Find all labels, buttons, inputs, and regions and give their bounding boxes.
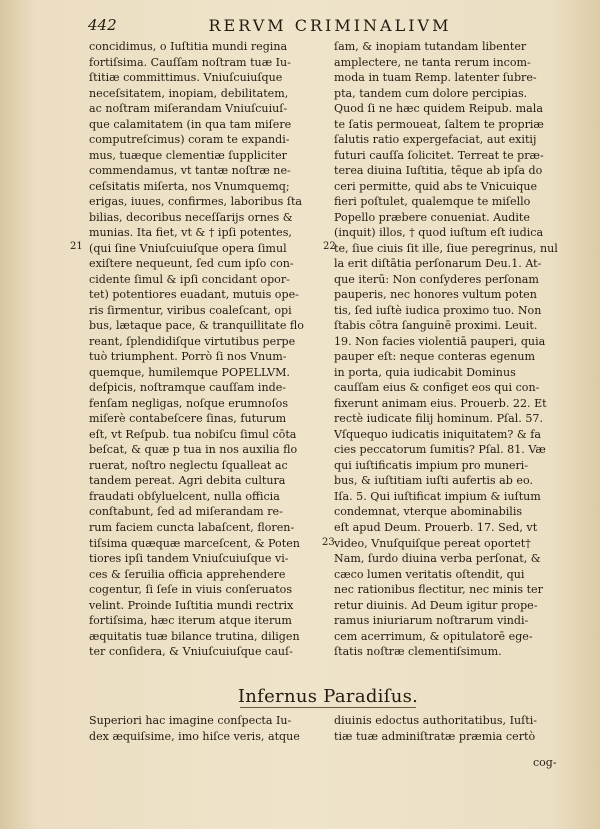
margin-note: 21 — [70, 241, 83, 252]
text-line: tiæ tuæ adminiſtratæ præmia certò — [334, 729, 536, 743]
text-line: retur diuinis. Ad Deum igitur prope- — [334, 598, 538, 612]
text-line: tandem pereat. Agri debita cultura — [89, 474, 286, 488]
text-line: beſcat, & quæ p tua in nos auxilia flo — [89, 443, 298, 457]
text-line: que iterū: Non conſyderes perſonam — [334, 272, 539, 286]
text-line: condemnat, vterque abominabilis — [334, 505, 523, 519]
text-line: la erit diſtātia perſonarum Deu.1. At- — [334, 257, 542, 271]
text-line: ramus iniuriarum noſtrarum vindi- — [334, 614, 529, 628]
text-line: bilias, decoribus neceſſarijs ornes & — [89, 210, 293, 224]
text-line: Popello præbere conueniat. Audite — [334, 210, 530, 224]
text-line: video, Vnuſquiſque pereat oportet† — [334, 536, 531, 550]
text-line: æquitatis tuæ bilance trutina, diligen — [89, 629, 300, 643]
text-line: dex æquiſsime, imo hiſce veris, atque — [89, 729, 300, 743]
text-line: eſt, vt Reſpub. tua nobiſcu ſimul cōta — [89, 427, 297, 441]
margin-note: 23 — [322, 537, 335, 548]
text-line: quemque, humilemque POPELLVM. — [89, 365, 290, 379]
text-line: terea diuina Iuſtitia, tēque ab ipſa do — [334, 164, 543, 178]
text-line: pauperis, nec honores vultum poten — [334, 288, 537, 302]
text-line: erigas, iuues, confirmes, laboribus ſta — [89, 195, 303, 209]
text-line: Iſa. 5. Qui iuſtificat impium & iuſtum — [334, 489, 541, 503]
catchword: cog- — [533, 756, 557, 769]
text-line: fenſam negligas, noſque erumnoſos — [89, 396, 289, 410]
text-line: ſtabis cōtra ſanguinē proximi. Leuit. — [334, 319, 538, 333]
text-line: Vſquequo iudicatis iniquitatem? & fa — [334, 427, 542, 441]
text-line: munias. Ita fiet, vt & † ipſi potentes, — [89, 226, 292, 240]
text-column-left — [89, 39, 325, 660]
text-line: fortiſsima. Cauſſam noſtram tuæ Iu- — [89, 55, 291, 69]
text-line: ces & ſeruilia officia apprehendere — [89, 567, 286, 581]
section-title: Infernus Paradiſus. — [237, 686, 419, 707]
text-line: nec rationibus flectitur, nec minis ter — [334, 583, 543, 597]
text-line: miſerè contabeſcere ſinas, futurum — [89, 412, 287, 426]
text-line: cies peccatorum ſumitis? Pſal. 81. Væ — [334, 443, 546, 457]
text-line: bus, lætaque pace, & tranquillitate flo — [89, 319, 304, 333]
text-line: ris ſirmentur, viribus coaleſcant, opi — [89, 303, 292, 317]
text-line: computreſcimus) coram te expandi- — [89, 133, 290, 147]
text-line: in porta, quia iudicabit Dominus — [334, 365, 516, 379]
running-head: RERVM CRIMINALIVM — [208, 16, 452, 35]
text-line: ter conſidera, & Vniuſcuiuſque cauſ- — [89, 645, 293, 659]
text-line: reant, ſplendidiſque virtutibus perpe — [89, 334, 296, 348]
text-line: ſalutis ratio expergefaciat, aut exitij — [334, 133, 537, 147]
text-line: velint. Proinde Iuſtitia mundi rectrix — [89, 598, 294, 612]
text-line: tiſsima quæquæ marceſcent, & Poten — [89, 536, 300, 550]
text-line: fortiſsima, hæc iterum atque iterum — [89, 614, 292, 628]
text-line: 19. Non facies violentiā pauperi, quia — [334, 334, 546, 348]
text-line: (inquit) illos, † quod iuſtum eſt iudica — [334, 226, 544, 240]
text-line: pauper eſt: neque conteras egenum — [334, 350, 536, 364]
text-line: mus, tuæque clementiæ ſuppliciter — [89, 148, 287, 162]
text-line: rum faciem cuncta labaſcent, floren- — [89, 520, 295, 534]
text-line: Superiori hac imagine conſpecta Iu- — [89, 714, 292, 727]
text-line: fixerunt animam eius. Prouerb. 22. Et — [334, 396, 547, 410]
text-line: conſtabunt, ſed ad miſerandam re- — [89, 505, 283, 519]
text-line: tis, ſed iuſtè iudica proximo tuo. Non — [334, 303, 542, 317]
text-line: cidente ſimul & ipſi concidant opor- — [89, 272, 290, 286]
text-line: cauſſam eius & configet eos qui con- — [334, 381, 540, 395]
text-line: bus, & iuſtitiam iuſti aufertis ab eo. — [334, 474, 533, 488]
page-header — [88, 14, 528, 40]
text-line: commendamus, vt tantæ noſtræ ne- — [89, 164, 291, 178]
bottom-text-left — [89, 713, 325, 744]
text-line: ceri permitte, quid abs te Vnicuique — [334, 179, 538, 193]
text-line: cem acerrimum, & opitulatorē ege- — [334, 629, 533, 643]
margin-note: 22 — [323, 241, 336, 252]
text-line: ſam, & inopiam tutandam libenter — [334, 40, 527, 53]
text-line: fraudati obſyluelcent, nulla officia — [89, 489, 280, 503]
text-line: Nam, ſurdo diuina verba perſonat, & — [334, 552, 541, 566]
text-line: te, ſiue ciuis ſit ille, ſiue peregrinus, nul — [334, 241, 558, 255]
text-line: futuri cauſſa ſolicitet. Terreat te præ- — [334, 148, 544, 162]
text-line: amplectere, ne tanta rerum incom- — [334, 55, 531, 69]
text-line: que calamitatem (in qua tam miſere — [89, 117, 292, 131]
text-line: deſpicis, noſtramque cauſſam inde- — [89, 381, 287, 395]
text-line: ceſsitatis miſerta, nos Vnumquemq; — [89, 179, 290, 193]
text-line: tiores ipſi tandem Vniuſcuiuſque vi- — [89, 552, 289, 566]
text-line: ac noſtram miſerandam Vniuſcuiuſ- — [89, 102, 288, 116]
text-line: Quod ſi ne hæc quidem Reipub. mala — [334, 102, 543, 116]
text-line: tuò triumphent. Porrò ſi nos Vnum- — [89, 350, 287, 364]
text-line: rectè iudicate filij hominum. Pſal. 57. — [334, 412, 543, 426]
title-underline — [240, 707, 416, 708]
text-line: fieri poſtulet, qualemque te miſello — [334, 195, 531, 209]
text-line: neceſsitatem, inopiam, debilitatem, — [89, 86, 289, 100]
text-line: tet) potentiores euadant, mutuis ope- — [89, 288, 299, 302]
text-line: ſtitiæ committimus. Vniuſcuiuſque — [89, 71, 283, 85]
text-line: cæco lumen veritatis oſtendit, qui — [334, 567, 525, 581]
text-line: moda in tuam Remp. latenter ſubre- — [334, 71, 537, 85]
text-line: concidimus, o Iuſtitia mundi regina — [89, 40, 288, 53]
text-line: eſt apud Deum. Prouerb. 17. Sed, vt — [334, 520, 538, 534]
bottom-text-right — [334, 713, 568, 744]
text-line: ruerat, noſtro neglectu ſqualleat ac — [89, 458, 288, 472]
text-line: ſtatis noſtræ clementiſsimum. — [334, 645, 502, 659]
text-line: cogentur, ſi ſeſe in viuis conſeruatos — [89, 583, 293, 597]
text-line: qui iuſtificatis impium pro muneri- — [334, 458, 529, 472]
text-line: exiſtere nequeunt, ſed cum ipſo con- — [89, 257, 294, 271]
page-number: 442 — [88, 16, 117, 34]
text-line: pta, tandem cum dolore percipias. — [334, 86, 528, 100]
text-column-right — [334, 39, 568, 660]
text-line: te ſatis permoueat, ſaltem te propriæ — [334, 117, 544, 131]
text-line: (qui ſine Vniuſcuiuſque opera ſimul — [89, 241, 287, 255]
text-line: diuinis edoctus authoritatibus, Iuſti- — [334, 714, 537, 727]
